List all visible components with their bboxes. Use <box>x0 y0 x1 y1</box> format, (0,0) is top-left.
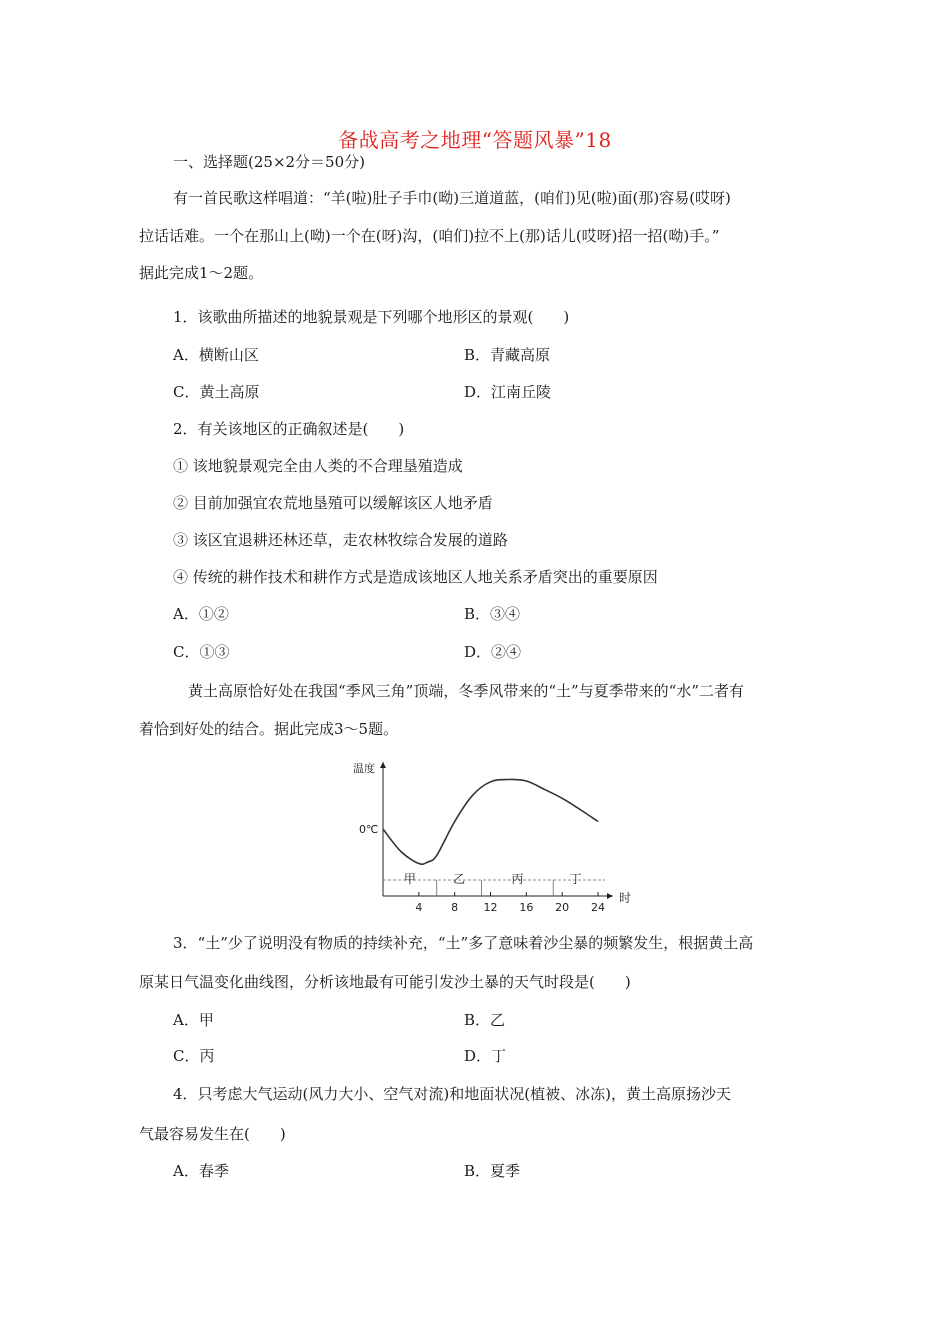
q2-statement: ③ 该区宜退耕还林还草，走农林牧综合发展的道路 <box>173 531 508 549</box>
x-tick-label: 24 <box>591 901 605 914</box>
intro1-line: 有一首民歌这样唱道：“羊(啦)肚子手巾(呦)三道道蓝，(咱们)见(啦)面(那)容易(哎呀) <box>173 189 731 207</box>
x-axis-label: 时 <box>619 891 632 905</box>
x-tick-label: 16 <box>519 901 534 914</box>
q3-stem-line: 3．“土”少了说明没有物质的持续补充，“土”多了意味着沙尘暴的频繁发生，根据黄土高 <box>173 934 754 952</box>
q3-option-c: C．丙 <box>173 1047 215 1065</box>
q1-option-b: B．青藏高原 <box>464 346 551 364</box>
q2-option-d: D．②④ <box>464 643 522 661</box>
q2-statement: ② 目前加强宜农荒地垦殖可以缓解该区人地矛盾 <box>173 494 493 512</box>
q2-option-c: C．①③ <box>173 643 230 661</box>
x-tick-label: 20 <box>555 901 570 914</box>
x-tick-label: 4 <box>415 901 423 914</box>
x-tick-label: 8 <box>451 901 459 914</box>
period-label: 丙 <box>511 872 524 886</box>
q4-option-a: A．春季 <box>173 1162 229 1180</box>
q3-option-d: D．丁 <box>464 1047 507 1065</box>
q1-option-a: A．横断山区 <box>173 346 259 364</box>
intro1-line: 拉话话难。一个在那山上(呦)一个在(呀)沟，(咱们)拉不上(那)话儿(哎呀)招一招(呦)手。” <box>139 227 720 245</box>
q1-option-c: C．黄土高原 <box>173 383 260 401</box>
period-label: 乙 <box>453 872 466 886</box>
q1-stem: 1．该歌曲所描述的地貌景观是下列哪个地形区的景观( ) <box>173 308 570 326</box>
zero-reference-label: 0℃ <box>359 823 379 836</box>
document-title: 备战高考之地理“答题风暴”18 <box>338 128 612 152</box>
q2-option-a: A．①② <box>173 605 229 623</box>
intro2-line: 着恰到好处的结合。据此完成3～5题。 <box>139 720 399 738</box>
temperature-curve <box>383 779 598 864</box>
x-tick-label: 12 <box>483 901 498 914</box>
q2-statement: ① 该地貌景观完全由人类的不合理垦殖造成 <box>173 457 463 475</box>
q1-option-d: D．江南丘陵 <box>464 383 552 401</box>
q4-option-b: B．夏季 <box>464 1162 521 1180</box>
q3-option-b: B．乙 <box>464 1011 506 1029</box>
section-heading: 一、选择题(25×2分＝50分) <box>173 153 365 171</box>
q2-option-b: B．③④ <box>464 605 521 623</box>
period-label: 甲 <box>403 872 416 886</box>
q2-statement: ④ 传统的耕作技术和耕作方式是造成该地区人地关系矛盾突出的重要原因 <box>173 568 658 586</box>
temperature-chart <box>345 752 645 920</box>
q3-stem-line: 原某日气温变化曲线图，分析该地最有可能引发沙土暴的天气时段是( ) <box>139 973 631 991</box>
intro2-line: 黄土高原恰好处在我国“季风三角”顶端，冬季风带来的“土”与夏季带来的“水”二者有 <box>188 682 745 700</box>
y-axis-label: 温度 <box>353 762 375 775</box>
intro1-line: 据此完成1～2题。 <box>139 264 264 282</box>
q4-stem-line: 气最容易发生在( ) <box>139 1125 286 1143</box>
q4-stem-line: 4．只考虑大气运动(风力大小、空气对流)和地面状况(植被、冰冻)，黄土高原扬沙天 <box>173 1085 731 1103</box>
q3-option-a: A．甲 <box>173 1011 214 1029</box>
q2-stem: 2．有关该地区的正确叙述是( ) <box>173 420 405 438</box>
period-label: 丁 <box>569 872 582 886</box>
